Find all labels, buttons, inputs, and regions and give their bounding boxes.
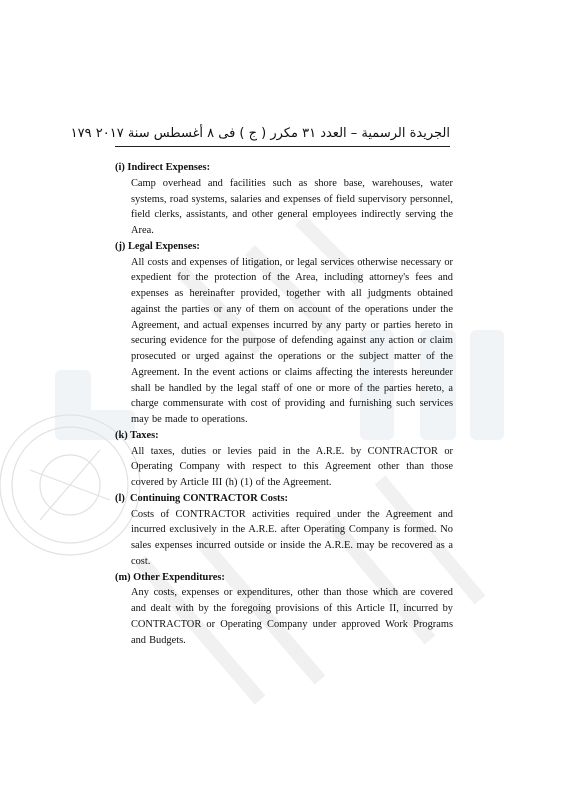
section-other-expenditures xyxy=(115,570,453,649)
section-body: Costs of CONTRACTOR activities required under the Agreement and incurred exclusively in the A.R.E. after Operating Company is formed. No sales expenses incurred outside or inside the A.R.E. may be recovered as a cost. xyxy=(131,508,453,567)
section-body: All taxes, duties or levies paid in the A.R.E. by CONTRACTOR or Operating Company with respect to this Agreement other than those covered by Article III (h) (1) of the Agreement. xyxy=(131,445,453,488)
section-heading: (l) Continuing CONTRACTOR Costs: xyxy=(115,492,289,504)
page-header xyxy=(70,124,450,147)
section-body: Any costs, expenses or expenditures, other than those which are covered and dealt with by the foregoing provisions of this Article II, incurred by CONTRACTOR or Operating Company under approved Work Programs and Budgets. xyxy=(131,587,453,646)
section-heading: (k) Taxes: xyxy=(115,429,159,441)
section-heading: (i) Indirect Expenses: xyxy=(115,162,211,173)
header-text: الجريدة الرسمية – العدد ٣١ مكرر ( ج ) فى ٨ أغسطس سنة ٢٠١٧ ١٧٩ xyxy=(70,126,450,141)
section-indirect-expenses xyxy=(115,160,453,239)
section-continuing-contractor-costs xyxy=(115,491,453,570)
section-taxes xyxy=(115,428,453,491)
document-body xyxy=(115,160,453,648)
section-heading: (j) Legal Expenses: xyxy=(115,240,200,252)
section-body: All costs and expenses of litigation, or legal services otherwise necessary or expedient for the protection of the Area, including attorney's fees and expenses as hereinafter provided, together with all judgments obtained against the parties or any of them on account of the operations under the Agreement, and actual expenses incurred by any party or parties hereto in securing evidence for the purpose of defending against any action or claim prosecuted or urged against the operations or the subject matter of the Agreement. In the event actions or claims affecting the interests hereunder shall be handled by the legal staff of one or more of the parties hereto, a charge commensurate with cost of providing and furnishing such services may be made to operations. xyxy=(131,256,453,425)
section-body: Camp overhead and facilities such as shore base, warehouses, water systems, road systems, salaries and expenses of field supervisory personnel, field clerks, assistants, and other general employees indirectly serving the Area. xyxy=(131,177,453,236)
section-legal-expenses xyxy=(115,239,453,428)
section-heading: (m) Other Expenditures: xyxy=(115,571,225,583)
